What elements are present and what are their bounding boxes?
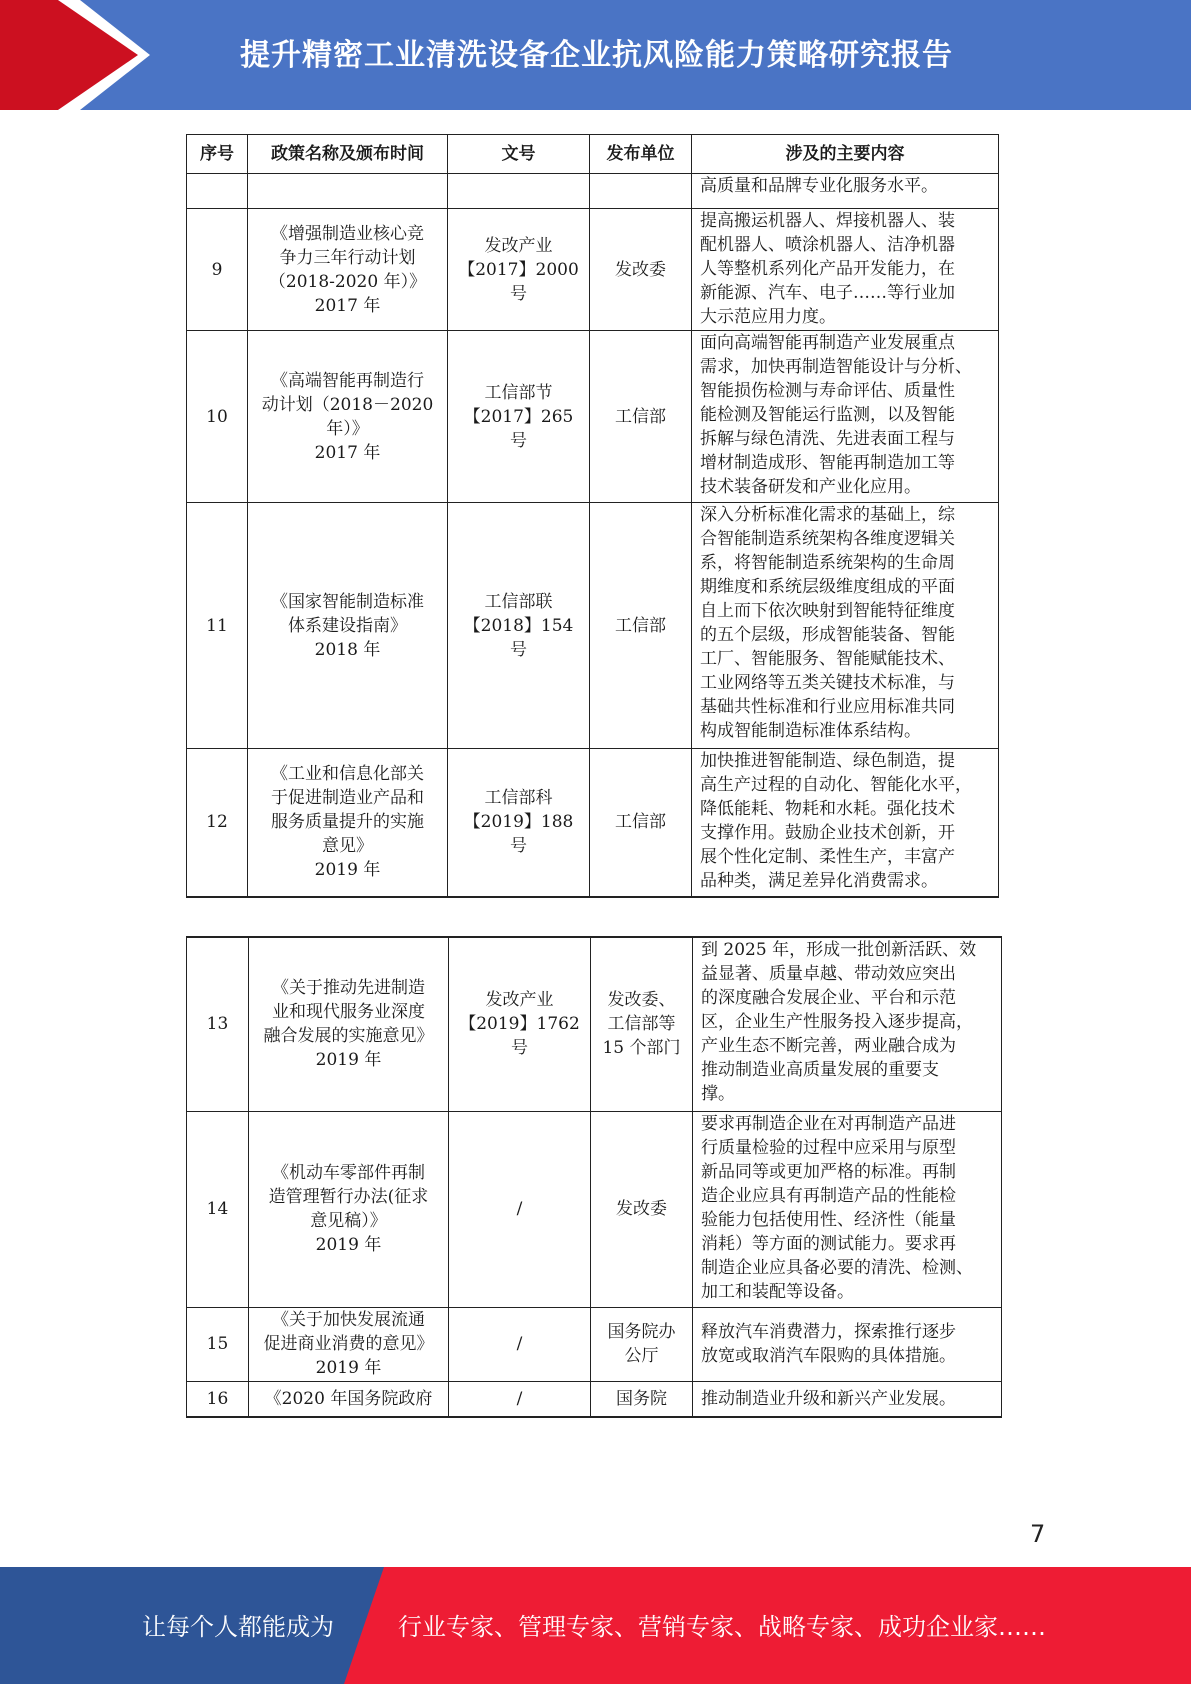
policy-name: [248, 749, 448, 897]
document-number-line: 号: [511, 1038, 528, 1059]
policy-name-line: 年）》: [326, 418, 369, 439]
document-number-line: 工信部节: [484, 382, 553, 403]
main-content-line: 加工和装配等设备。: [701, 1281, 854, 1302]
main-content-line: 能检测及智能运行监测，以及智能: [700, 405, 955, 425]
table-row: [187, 331, 999, 503]
publisher-line: 工信部: [615, 812, 666, 833]
row-number: 15: [187, 1307, 249, 1381]
header-name: 政策名称及颁布时间: [248, 135, 448, 174]
main-content-line: 要求再制造企业在对再制造产品进: [701, 1113, 956, 1134]
main-content-line: 到 2025 年，形成一批创新活跃、效: [701, 940, 977, 960]
document-number-line: 发改产业: [485, 990, 554, 1011]
main-content: [692, 749, 999, 897]
row-number: 11: [187, 503, 248, 749]
main-content-line: 基础共性标准和行业应用标准共同: [700, 697, 955, 717]
main-content: [693, 1307, 1002, 1381]
document-number: [448, 749, 590, 897]
policy-name: [248, 331, 448, 503]
policy-name-line: 2018 年: [314, 639, 381, 660]
main-content-line: 自上而下依次映射到智能特征维度: [700, 601, 955, 621]
publisher-line: 工信部: [615, 615, 666, 636]
main-content-line: 智能损伤检测与寿命评估、质量性: [700, 381, 955, 401]
document-number-line: 【2019】188 号: [463, 812, 574, 857]
policy-name: [248, 503, 448, 749]
policy-name-line: 《高端智能再制造行: [271, 370, 424, 391]
policy-name-line: 2019 年: [314, 860, 381, 881]
main-content-line: 合智能制造系统架构各维度逻辑关: [700, 529, 955, 549]
policy-name-line: （2018-2020 年）》: [268, 271, 427, 292]
document-number: [449, 1381, 591, 1417]
header-num: 序号: [187, 135, 248, 174]
policy-name: [249, 1111, 449, 1307]
document-number-line: /: [516, 1334, 523, 1354]
footer-banner: [0, 1567, 1191, 1684]
policy-table-part-2: [186, 936, 1002, 1418]
main-content-line: 拆解与绿色清洗、先进表面工程与: [700, 429, 955, 449]
policy-name-line: 争力三年行动计划: [279, 247, 416, 268]
main-content-line: 支撑作用。鼓励企业技术创新，开: [700, 823, 955, 843]
main-content-line: 技术装备研发和产业化应用。: [700, 477, 921, 497]
main-content-line: 面向高端智能再制造产业发展重点: [700, 333, 955, 353]
main-content-line: 行质量检验的过程中应采用与原型: [701, 1137, 956, 1158]
row-number: 12: [187, 749, 248, 897]
publisher-line: 发改委: [615, 259, 666, 280]
main-content-line: 工业网络等五类关键技术标准，与: [700, 673, 955, 693]
main-content: [692, 503, 999, 749]
main-content: [692, 209, 999, 331]
document-number-line: 【2018】154 号: [463, 615, 574, 660]
policy-name-line: 2019 年: [315, 1050, 382, 1071]
table-header-row: [187, 135, 999, 174]
document-number-line: /: [516, 1199, 523, 1219]
document-number: [448, 209, 590, 331]
header-content: 涉及的主要内容: [692, 135, 999, 174]
main-content-line: 加快推进智能制造、绿色制造，提: [700, 751, 955, 771]
row-number: 13: [187, 937, 249, 1111]
policy-name-line: 服务质量提升的实施: [271, 812, 424, 833]
document-number-line: 工信部联: [484, 591, 553, 612]
policy-name-line: 《2020 年国务院政府: [264, 1388, 433, 1409]
main-content-line: 的五个层级，形成智能装备、智能: [700, 625, 955, 645]
main-content-line: 期维度和系统层级维度组成的平面: [700, 577, 955, 597]
header-doc: 文号: [448, 135, 590, 174]
main-content: [693, 937, 1002, 1111]
policy-name: [249, 937, 449, 1111]
table-row: [187, 1381, 1002, 1417]
publisher: [590, 749, 692, 897]
publisher: [590, 331, 692, 503]
document-number-line: 【2017】2000: [458, 259, 579, 280]
continuation-content: 高质量和品牌专业化服务水平。: [692, 174, 999, 209]
policy-name: [248, 209, 448, 331]
document-number: [449, 937, 591, 1111]
table-row: [187, 1307, 1002, 1381]
document-number-line: /: [516, 1388, 523, 1409]
main-content-line: 提高搬运机器人、焊接机器人、装: [700, 211, 955, 231]
document-number-line: 工信部科: [484, 788, 553, 809]
main-content-line: 释放汽车消费潜力，探索推行逐步: [701, 1322, 956, 1342]
policy-name-line: 业和现代服务业深度: [272, 1002, 425, 1023]
publisher-line: 15 个部门: [602, 1038, 681, 1059]
policy-name: [249, 1381, 449, 1417]
table-row: [187, 503, 999, 749]
document-number: [449, 1111, 591, 1307]
publisher: [591, 937, 693, 1111]
document-number-line: 【2017】265 号: [463, 406, 574, 451]
footer-slogan-left: 让每个人都能成为: [142, 1613, 334, 1641]
document-number: [448, 503, 590, 749]
main-content-line: 工厂、智能服务、智能赋能技术、: [700, 649, 955, 669]
main-content-line: 人等整机系列化产品开发能力，在: [700, 259, 955, 279]
policy-name: [249, 1307, 449, 1381]
main-content-line: 撑。: [701, 1084, 735, 1104]
report-header: [0, 0, 1191, 110]
row-number: 10: [187, 331, 248, 503]
table-row: [187, 749, 999, 897]
policy-table-part-1: [186, 134, 999, 898]
main-content-line: 的深度融合发展企业、平台和示范: [701, 988, 956, 1008]
main-content-line: 降低能耗、物耗和水耗。强化技术: [700, 799, 955, 819]
policy-name-line: 《关于加快发展流通: [272, 1310, 425, 1330]
main-content-line: 造企业应具有再制造产品的性能检: [701, 1185, 956, 1206]
main-content-line: 新能源、汽车、电子……等行业加: [700, 283, 955, 303]
row-number: 14: [187, 1111, 249, 1307]
policy-name-line: 2017 年: [314, 295, 381, 316]
main-content-line: 构成智能制造标准体系结构。: [700, 721, 921, 741]
publisher-line: 工信部: [615, 406, 666, 427]
policy-name-line: 2019 年: [315, 1358, 382, 1378]
main-content-line: 需求，加快再制造智能设计与分析、: [700, 357, 972, 377]
policy-name-line: 《关于推动先进制造: [272, 978, 425, 999]
continuation-row: [187, 174, 999, 209]
main-content-line: 深入分析标准化需求的基础上，综: [700, 505, 955, 525]
table-row: [187, 209, 999, 331]
policy-name-line: 促进商业消费的意见》: [263, 1334, 434, 1354]
policy-name-line: 于促进制造业产品和: [271, 788, 424, 809]
main-content-line: 消耗）等方面的测试能力。要求再: [701, 1233, 956, 1254]
publisher-line: 工信部等: [607, 1014, 676, 1035]
report-title: 提升精密工业清洗设备企业抗风险能力策略研究报告: [240, 38, 953, 73]
policy-name-line: 意见》: [322, 836, 373, 857]
publisher: [591, 1307, 693, 1381]
main-content-line: 新品同等或更加严格的标准。再制: [701, 1161, 956, 1182]
row-number: 16: [187, 1381, 249, 1417]
document-number-line: 发改产业: [484, 235, 553, 256]
policy-name-line: 《增强制造业核心竞: [271, 223, 424, 244]
policy-name-line: 《国家智能制造标准: [271, 591, 424, 612]
document-number-line: 【2019】1762: [459, 1014, 580, 1035]
publisher: [590, 209, 692, 331]
main-content-line: 大示范应用力度。: [700, 307, 836, 327]
policy-name-line: 意见稿）》: [310, 1211, 387, 1231]
main-content: [693, 1111, 1002, 1307]
policy-name-line: 《机动车零部件再制: [272, 1163, 425, 1183]
main-content-line: 高生产过程的自动化、智能化水平，: [700, 775, 972, 795]
table-row: [187, 937, 1002, 1111]
footer-slogan-right: 行业专家、管理专家、营销专家、战略专家、成功企业家……: [398, 1613, 1046, 1641]
policy-name-line: 体系建设指南》: [288, 615, 407, 636]
main-content-line: 展个性化定制、柔性生产，丰富产: [700, 847, 955, 867]
policy-name-line: 造管理暂行办法(征求: [268, 1187, 429, 1207]
publisher-line: 发改委: [616, 1199, 667, 1219]
page-number: 7: [1030, 1520, 1046, 1548]
main-content-line: 品种类，满足差异化消费需求。: [700, 871, 938, 891]
main-content-line: 推动制造业升级和新兴产业发展。: [701, 1388, 956, 1409]
document-number-line: 号: [510, 283, 527, 304]
main-content-line: 产业生态不断完善，两业融合成为: [701, 1036, 956, 1056]
document-number: [449, 1307, 591, 1381]
main-content-line: 配机器人、喷涂机器人、洁净机器: [700, 235, 955, 255]
table-row: [187, 1111, 1002, 1307]
main-content-line: 放宽或取消汽车限购的具体措施。: [701, 1346, 956, 1366]
publisher: [591, 1381, 693, 1417]
row-number: 9: [187, 209, 248, 331]
main-content-line: 验能力包括使用性、经济性（能量: [701, 1209, 956, 1230]
main-content-line: 制造企业应具备必要的清洗、检测、: [701, 1257, 973, 1278]
policy-name-line: 2019 年: [315, 1235, 382, 1255]
publisher: [591, 1111, 693, 1307]
publisher-line: 公厅: [624, 1346, 659, 1366]
document-number: [448, 331, 590, 503]
main-content: [692, 331, 999, 503]
header-publisher: 发布单位: [590, 135, 692, 174]
main-content-line: 增材制造成形、智能再制造加工等: [700, 453, 955, 473]
main-content-line: 区，企业生产性服务投入逐步提高，: [701, 1012, 973, 1032]
main-content: [693, 1381, 1002, 1417]
main-content-line: 益显著、质量卓越、带动效应突出: [701, 964, 956, 984]
policy-name-line: 动计划（2018－2020: [261, 394, 434, 415]
policy-name-line: 《工业和信息化部关: [271, 764, 424, 785]
main-content-line: 推动制造业高质量发展的重要支: [701, 1060, 939, 1080]
main-content-line: 系，将智能制造系统架构的生命周: [700, 553, 955, 573]
header-arrow-logo: [0, 0, 160, 110]
publisher: [590, 503, 692, 749]
policy-name-line: 融合发展的实施意见》: [263, 1026, 434, 1047]
publisher-line: 国务院办: [607, 1322, 676, 1342]
policy-name-line: 2017 年: [314, 442, 381, 463]
publisher-line: 国务院: [616, 1388, 667, 1409]
publisher-line: 发改委、: [607, 990, 676, 1011]
